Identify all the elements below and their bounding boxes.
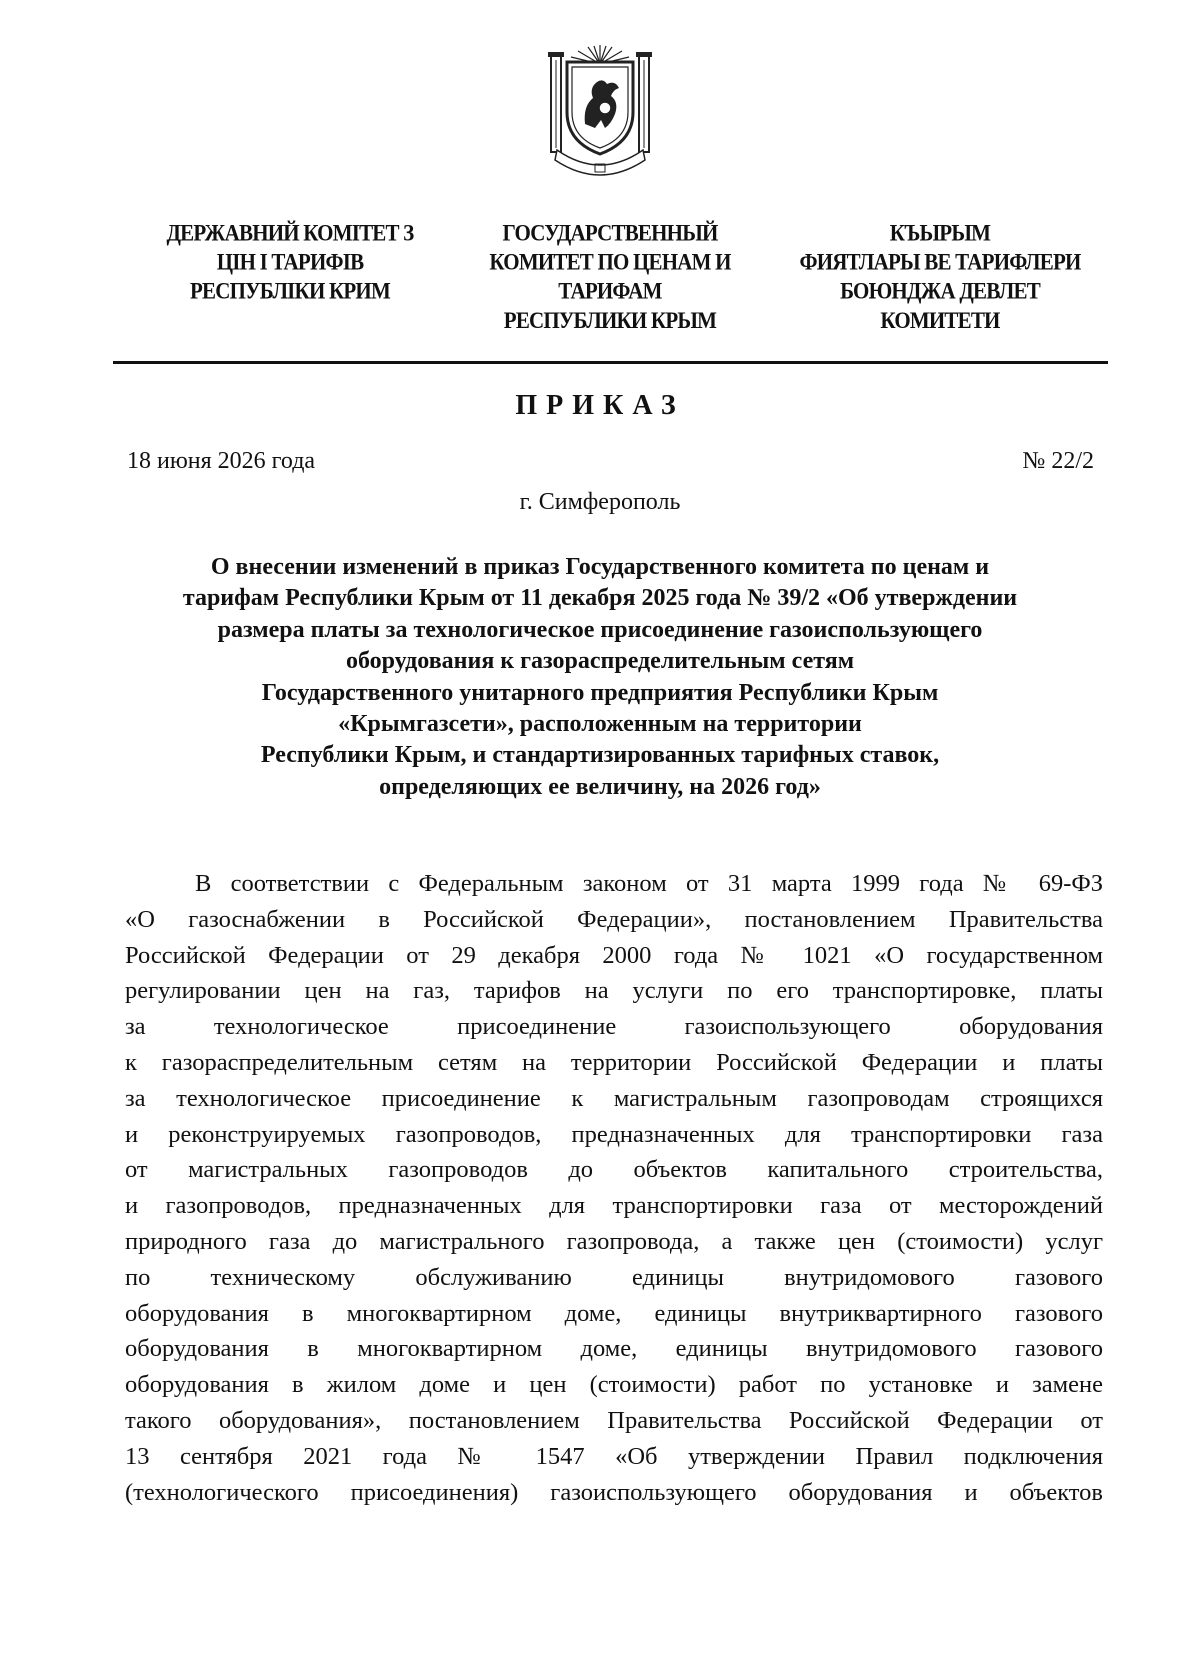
subject-line: размера платы за технологическое присоединение газоиспользующего [217,616,983,643]
subject-line: О внесении изменений в приказ Государственного комитета по ценам и [210,554,990,580]
header-line: ГОСУДАРСТВЕННЫЙ [502,219,718,246]
header-line: ТАРИФАМ [558,277,662,305]
body-line: от магистральных газопроводов до объектов капитального строительства, [125,1156,1103,1184]
body-line: к газораспределительным сетям на территории Российской Федерации и платы [125,1048,1103,1076]
committee-name-crimean-tatar [780,218,1100,334]
body-line: оборудования в многоквартирном доме, единицы внутридомового газового [125,1335,1103,1363]
body-line: В соответствии с Федеральным законом от 31 марта 1999 года № 69-ФЗ [195,870,1103,897]
header-line: ЦІН І ТАРИФІВ [216,248,364,276]
committee-name-russian [455,218,765,334]
body-line: Российской Федерации от 29 декабря 2000 года № 1021 «О государственном [125,941,1103,969]
header-line: ФИЯТЛАРЫ ВЕ ТАРИФЛЕРИ [799,248,1081,276]
document-date: 18 июня 2026 года [127,448,316,474]
crimea-coat-of-arms-emblem [545,42,655,177]
document-title: ПРИКАЗ [515,390,685,421]
body-line: оборудования в жилом доме и цен (стоимости) работ по установке и замене [125,1371,1103,1399]
header-divider [113,361,1108,364]
body-line: «О газоснабжении в Российской Федерации», постановлением Правительства [125,905,1103,933]
header-line: КОМИТЕТ ПО ЦЕНАМ И [489,248,731,276]
body-line: оборудования в многоквартирном доме, единицы внутриквартирного газового [125,1299,1103,1327]
body-line: такого оборудования», постановлением Правительства Российской Федерации от [125,1406,1103,1434]
subject-line: оборудования к газораспределительным сетям [345,648,855,675]
body-line: природного газа до магистрального газопровода, а также цен (стоимости) услуг [125,1227,1103,1255]
subject-line: Республики Крым, и стандартизированных тарифных ставок, [260,742,940,769]
subject-line: «Крымгазсети», расположенным на территории [338,711,862,738]
header-line: КОМИТЕТИ [880,306,1000,334]
header-line: КЪЫРЫМ [889,219,991,246]
document-number: № 22/2 [1022,448,1094,474]
body-line: (технологического присоединения) газоиспользующего оборудования и объектов [125,1478,1103,1506]
subject-line: определяющих ее величину, на 2026 год» [379,773,821,800]
body-line: за технологическое присоединение газоиспользующего оборудования [125,1013,1103,1041]
body-line: 13 сентября 2021 года № 1547 «Об утверждении Правил подключения [125,1442,1103,1470]
subject-line: тарифам Республики Крым от 11 декабря 2025 года № 39/2 «Об утверждении [182,585,1018,612]
committee-name-ukrainian [140,218,440,305]
header-line: ДЕРЖАВНИЙ КОМІТЕТ З [166,219,414,246]
header-line: РЕСПУБЛІКИ КРИМ [190,277,390,305]
document-city: г. Симферополь [519,489,681,515]
header-line: РЕСПУБЛИКИ КРЫМ [503,306,717,334]
document-subject [120,552,1080,803]
body-line: и газопроводов, предназначенных для транспортировки газа от месторождений [125,1192,1103,1220]
subject-line: Государственного унитарного предприятия Республики Крым [261,679,939,706]
body-line: и реконструируемых газопроводов, предназначенных для транспортировки газа [125,1120,1103,1148]
body-line: за технологическое присоединение к магистральным газопроводам строящихся [125,1084,1103,1112]
body-line: по техническому обслуживанию единицы внутридомового газового [125,1263,1103,1291]
header-line: БОЮНДЖА ДЕВЛЕТ [840,277,1040,305]
body-line: регулировании цен на газ, тарифов на услуги по его транспортировке, платы [125,977,1103,1005]
document-body [125,866,1103,1510]
